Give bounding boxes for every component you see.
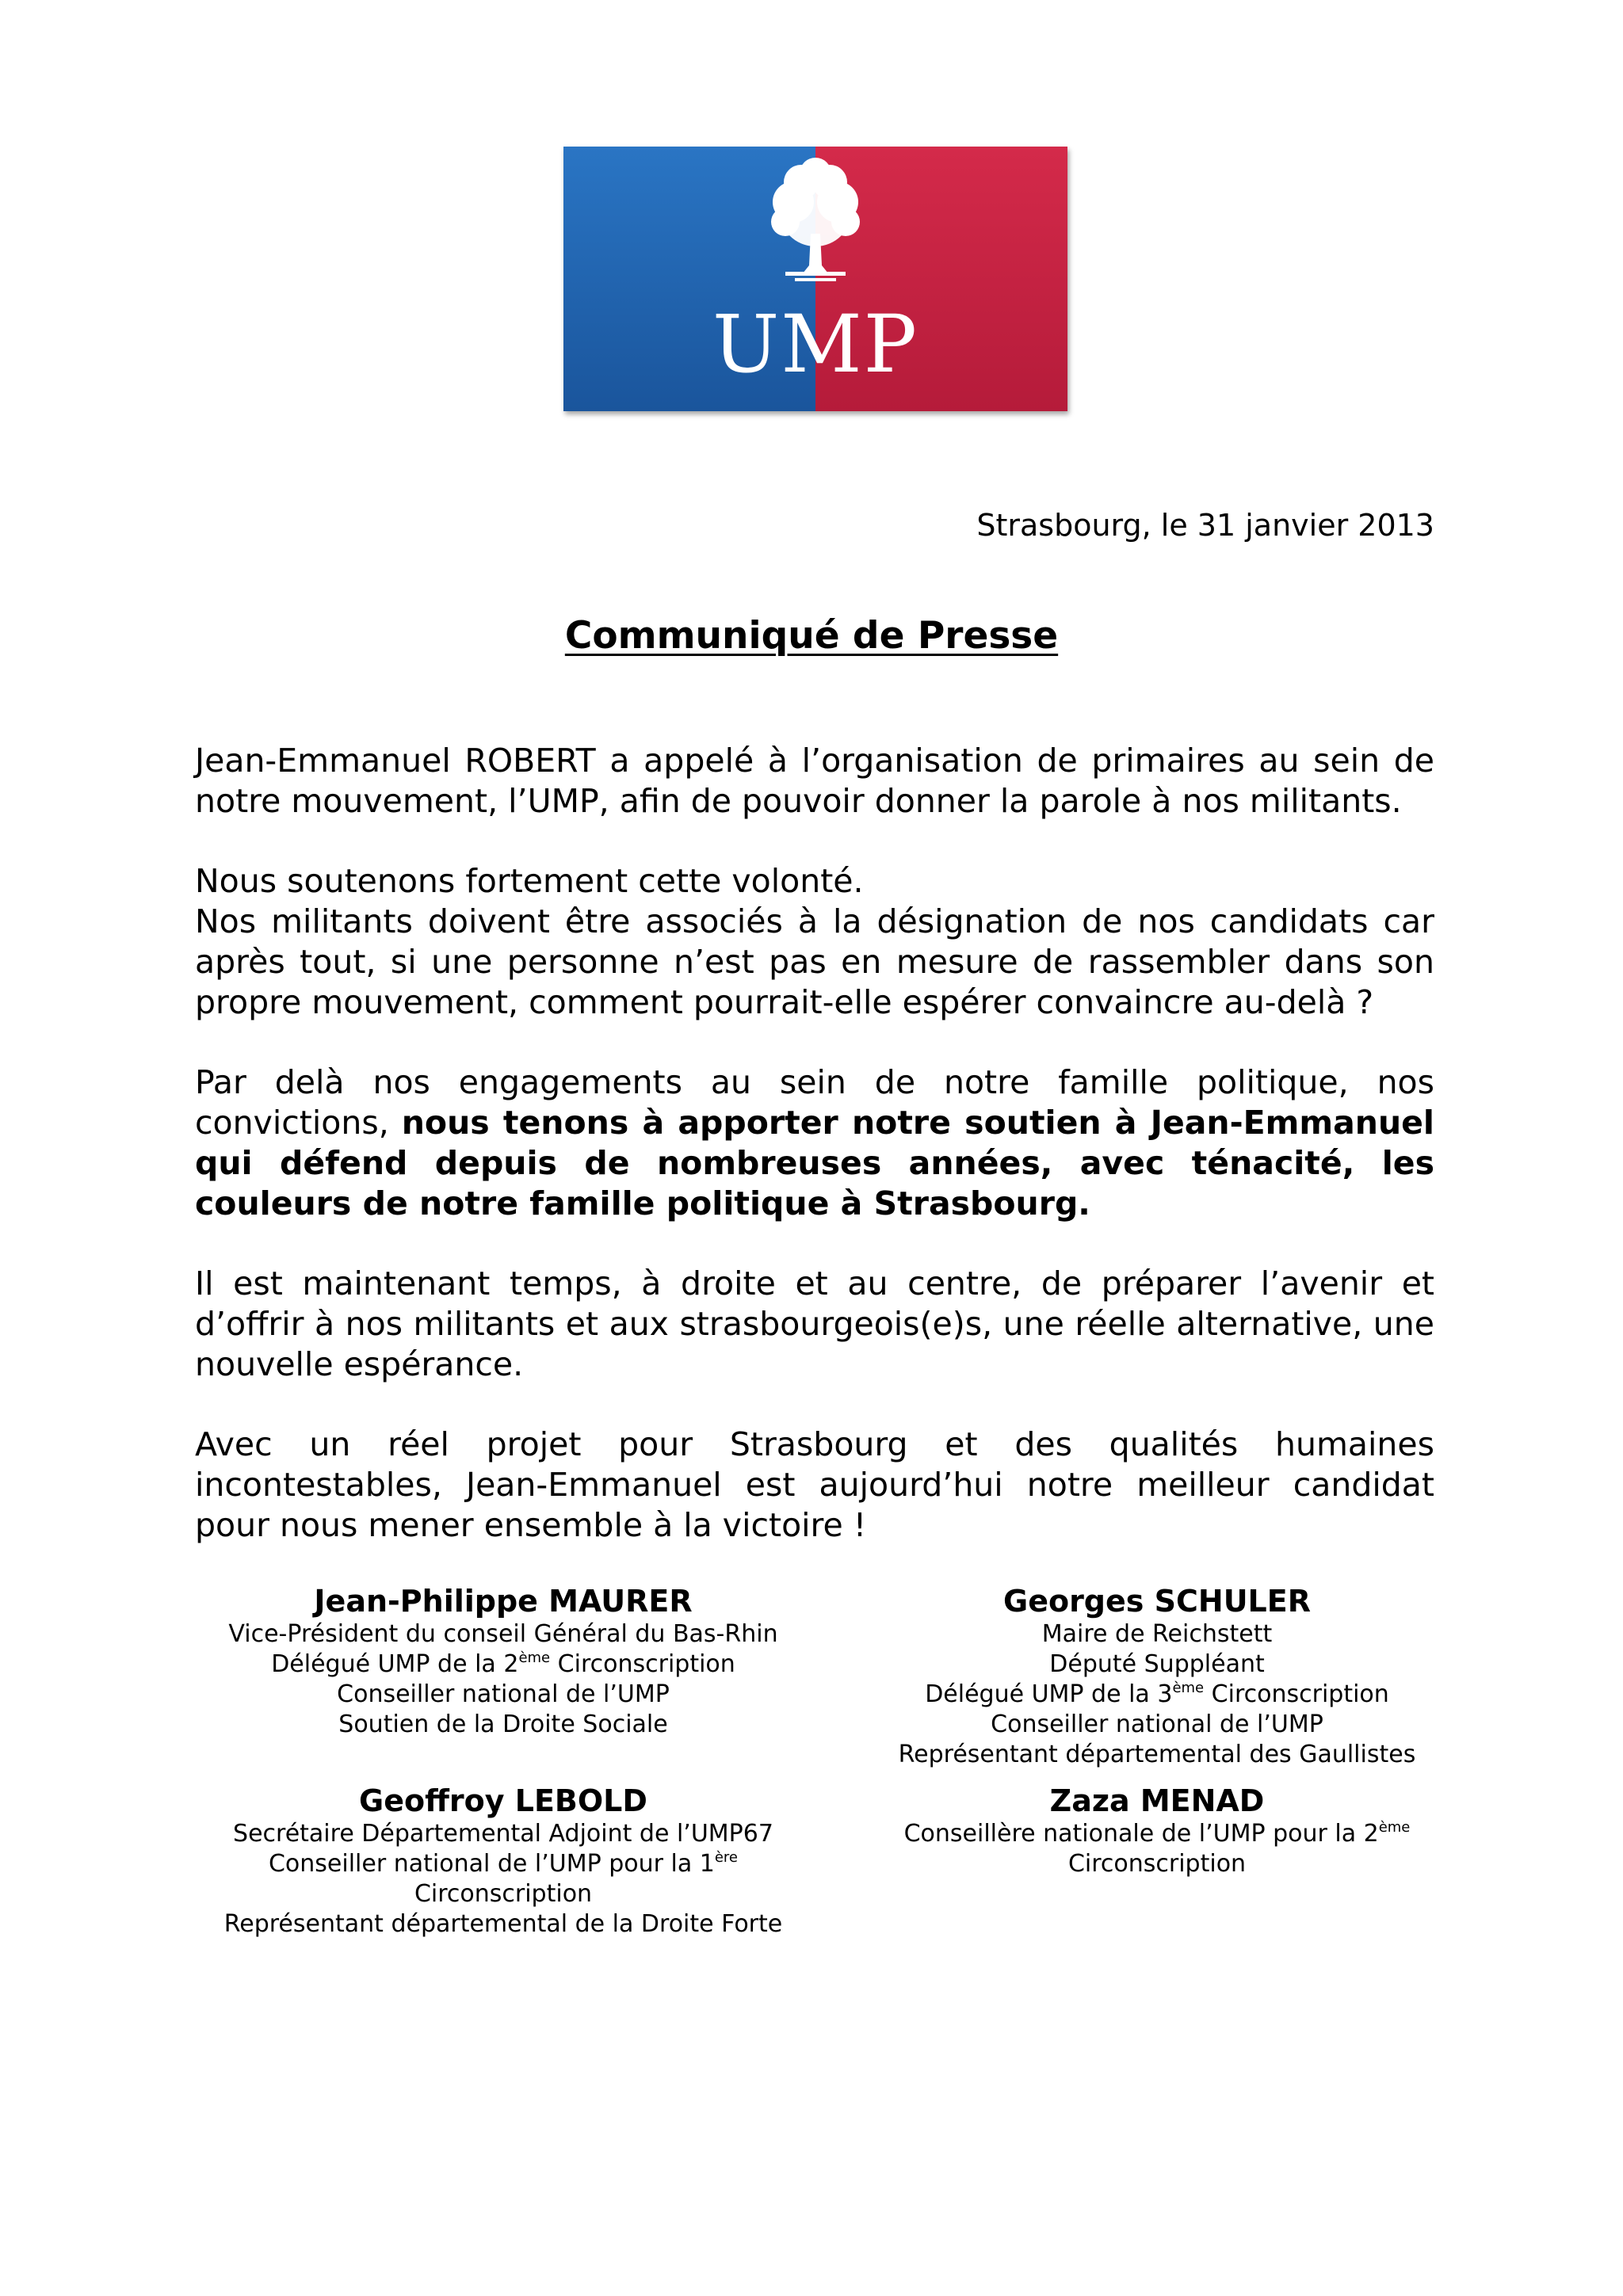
signatory-name: Jean-Philippe MAURER (314, 1584, 693, 1619)
paragraph-2b: Nos militants doivent être associés à la désignation de nos candidats car après tout, si une personne n’est pas en mesure de rassembler dans son propre mouvement, comment pourrait-elle espérer convaincre au-delà ? (195, 902, 1434, 1021)
signatory-role: Représentant départemental des Gaullistes (898, 1741, 1416, 1768)
signatory-role: Conseiller national de l’UMP (337, 1680, 670, 1708)
signatory-role: Vice-Président du conseil Général du Bas-Rhin (228, 1620, 778, 1648)
title-text: Communiqué de Presse (564, 614, 1059, 658)
logo-text: UMP (712, 298, 918, 391)
signatory-role: Conseiller national de l’UMP pour la 1ère (268, 1849, 738, 1878)
body-text (195, 741, 1434, 1585)
signatory-role: Député Suppléant (1049, 1650, 1265, 1678)
paragraph-4: Il est maintenant temps, à droite et au centre, de préparer l’avenir et d’offrir à nos militants et aux strasbourgeois(e)s, une réelle alternative, une nouvelle espérance. (195, 1264, 1434, 1383)
document-title (0, 614, 1623, 658)
signatory-name: Geoffroy LEBOLD (359, 1783, 647, 1818)
date-line: Strasbourg, le 31 janvier 2013 (976, 508, 1434, 543)
paragraph-3 (195, 1062, 1434, 1224)
signatory-maurer (158, 1583, 848, 1740)
signatory-menad (808, 1783, 1506, 1879)
signatory-name: Georges SCHULER (1003, 1584, 1311, 1619)
paragraph-1: Jean-Emmanuel ROBERT a appelé à l’organisation de primaires au sein de notre mouvement, l’UMP, afin de pouvoir donner la parole à nos militants. (195, 742, 1434, 820)
signatory-role: Maire de Reichstett (1041, 1620, 1273, 1648)
paragraph-2a: Nous soutenons fortement cette volonté. (195, 862, 864, 900)
signatory-role: Soutien de la Droite Sociale (338, 1711, 668, 1738)
paragraph-3-bold: nous tenons à apporter notre soutien à Jean-Emmanuel qui défend depuis de nombreuses années, avec ténacité, les couleurs de notre famille politique à Strasbourg. (195, 1104, 1434, 1222)
signatory-role: Secrétaire Départemental Adjoint de l’UMP67 (233, 1820, 773, 1848)
signatory-role: Circonscription (1067, 1850, 1247, 1878)
signatory-role: Conseillère nationale de l’UMP pour la 2ème (903, 1819, 1411, 1848)
ump-logo (563, 147, 1067, 411)
signatory-schuler (808, 1583, 1506, 1770)
signatory-lebold (158, 1783, 848, 1939)
signatory-role: Délégué UMP de la 2ème Circonscription (271, 1650, 735, 1678)
signatory-role: Conseiller national de l’UMP (991, 1711, 1323, 1738)
paragraph-5: Avec un réel projet pour Strasbourg et des qualités humaines incontestables, Jean-Emmanuel est aujourd’hui notre meilleur candidat pour nous mener ensemble à la victoire ! (195, 1425, 1434, 1544)
signatory-role: Circonscription (414, 1880, 593, 1908)
signatory-name: Zaza MENAD (1049, 1783, 1265, 1818)
signatory-role: Représentant départemental de la Droite Forte (223, 1910, 783, 1938)
paragraph-3-plain: Par delà nos engagements au sein de notre famille politique, nos convictions, (195, 1063, 1434, 1142)
signatory-role: Délégué UMP de la 3ème Circonscription (925, 1680, 1389, 1708)
